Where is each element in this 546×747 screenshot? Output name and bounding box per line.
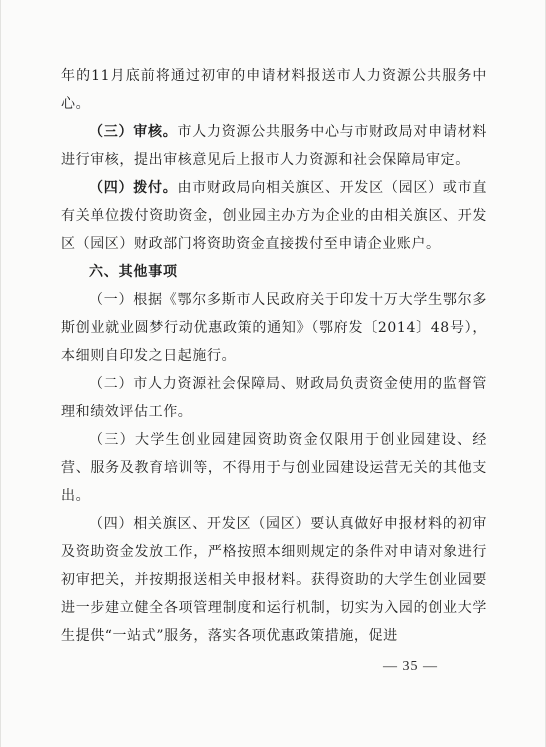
paragraph-lead: （三）审核。 — [89, 124, 178, 140]
paragraph-continuation — [61, 62, 487, 118]
document-body — [61, 62, 487, 650]
section-paragraph-4: （四）相关旗区、开发区（园区）要认真做好申报材料的初审及资助资金发放工作，严格按照本细则规定的条件对申请对象进行初审把关，并按期报送相关申报材料。获得资助的大学生创业园要进一步建立健全各项管理制度和运行机制，切实为入园的创业大学生提供“一站式”服务，落实各项优惠政策措施，促进 — [61, 516, 487, 644]
section-paragraph-1: （一）根据《鄂尔多斯市人民政府关于印发十万大学生鄂尔多斯创业就业圆梦行动优惠政策的通知》（鄂府发〔2014〕48号），本细则自印发之日起施行。 — [61, 292, 487, 364]
paragraph-text: 市人力资源公共服务中心与市财政局对申请材料进行审核，提出审核意见后上报市人力资源和社会保障局审定。 — [61, 124, 487, 168]
section-paragraph-3: （三）大学生创业园建园资助资金仅限用于创业园建设、经营、服务及教育培训等，不得用于与创业园建设运营无关的其他支出。 — [61, 432, 487, 504]
section-paragraph-2: （二）市人力资源社会保障局、财政局负责资金使用的监督管理和绩效评估工作。 — [61, 376, 487, 420]
paragraph-lead: （四）拨付。 — [89, 180, 178, 196]
paragraph-text: 由市财政局向相关旗区、开发区（园区）或市直有关单位拨付资助资金，创业园主办方为企业的由相关旗区、开发区（园区）财政部门将资助资金直接拨付至申请企业账户。 — [61, 180, 487, 252]
page-number: — 35 — — [383, 659, 438, 674]
paragraph-review — [61, 118, 487, 174]
section-heading: 六、其他事项 — [89, 264, 178, 280]
paragraph-text: 年的11月底前将通过初审的申请材料报送市人力资源公共服务中心。 — [61, 68, 487, 112]
paragraph-disbursement — [61, 174, 487, 258]
